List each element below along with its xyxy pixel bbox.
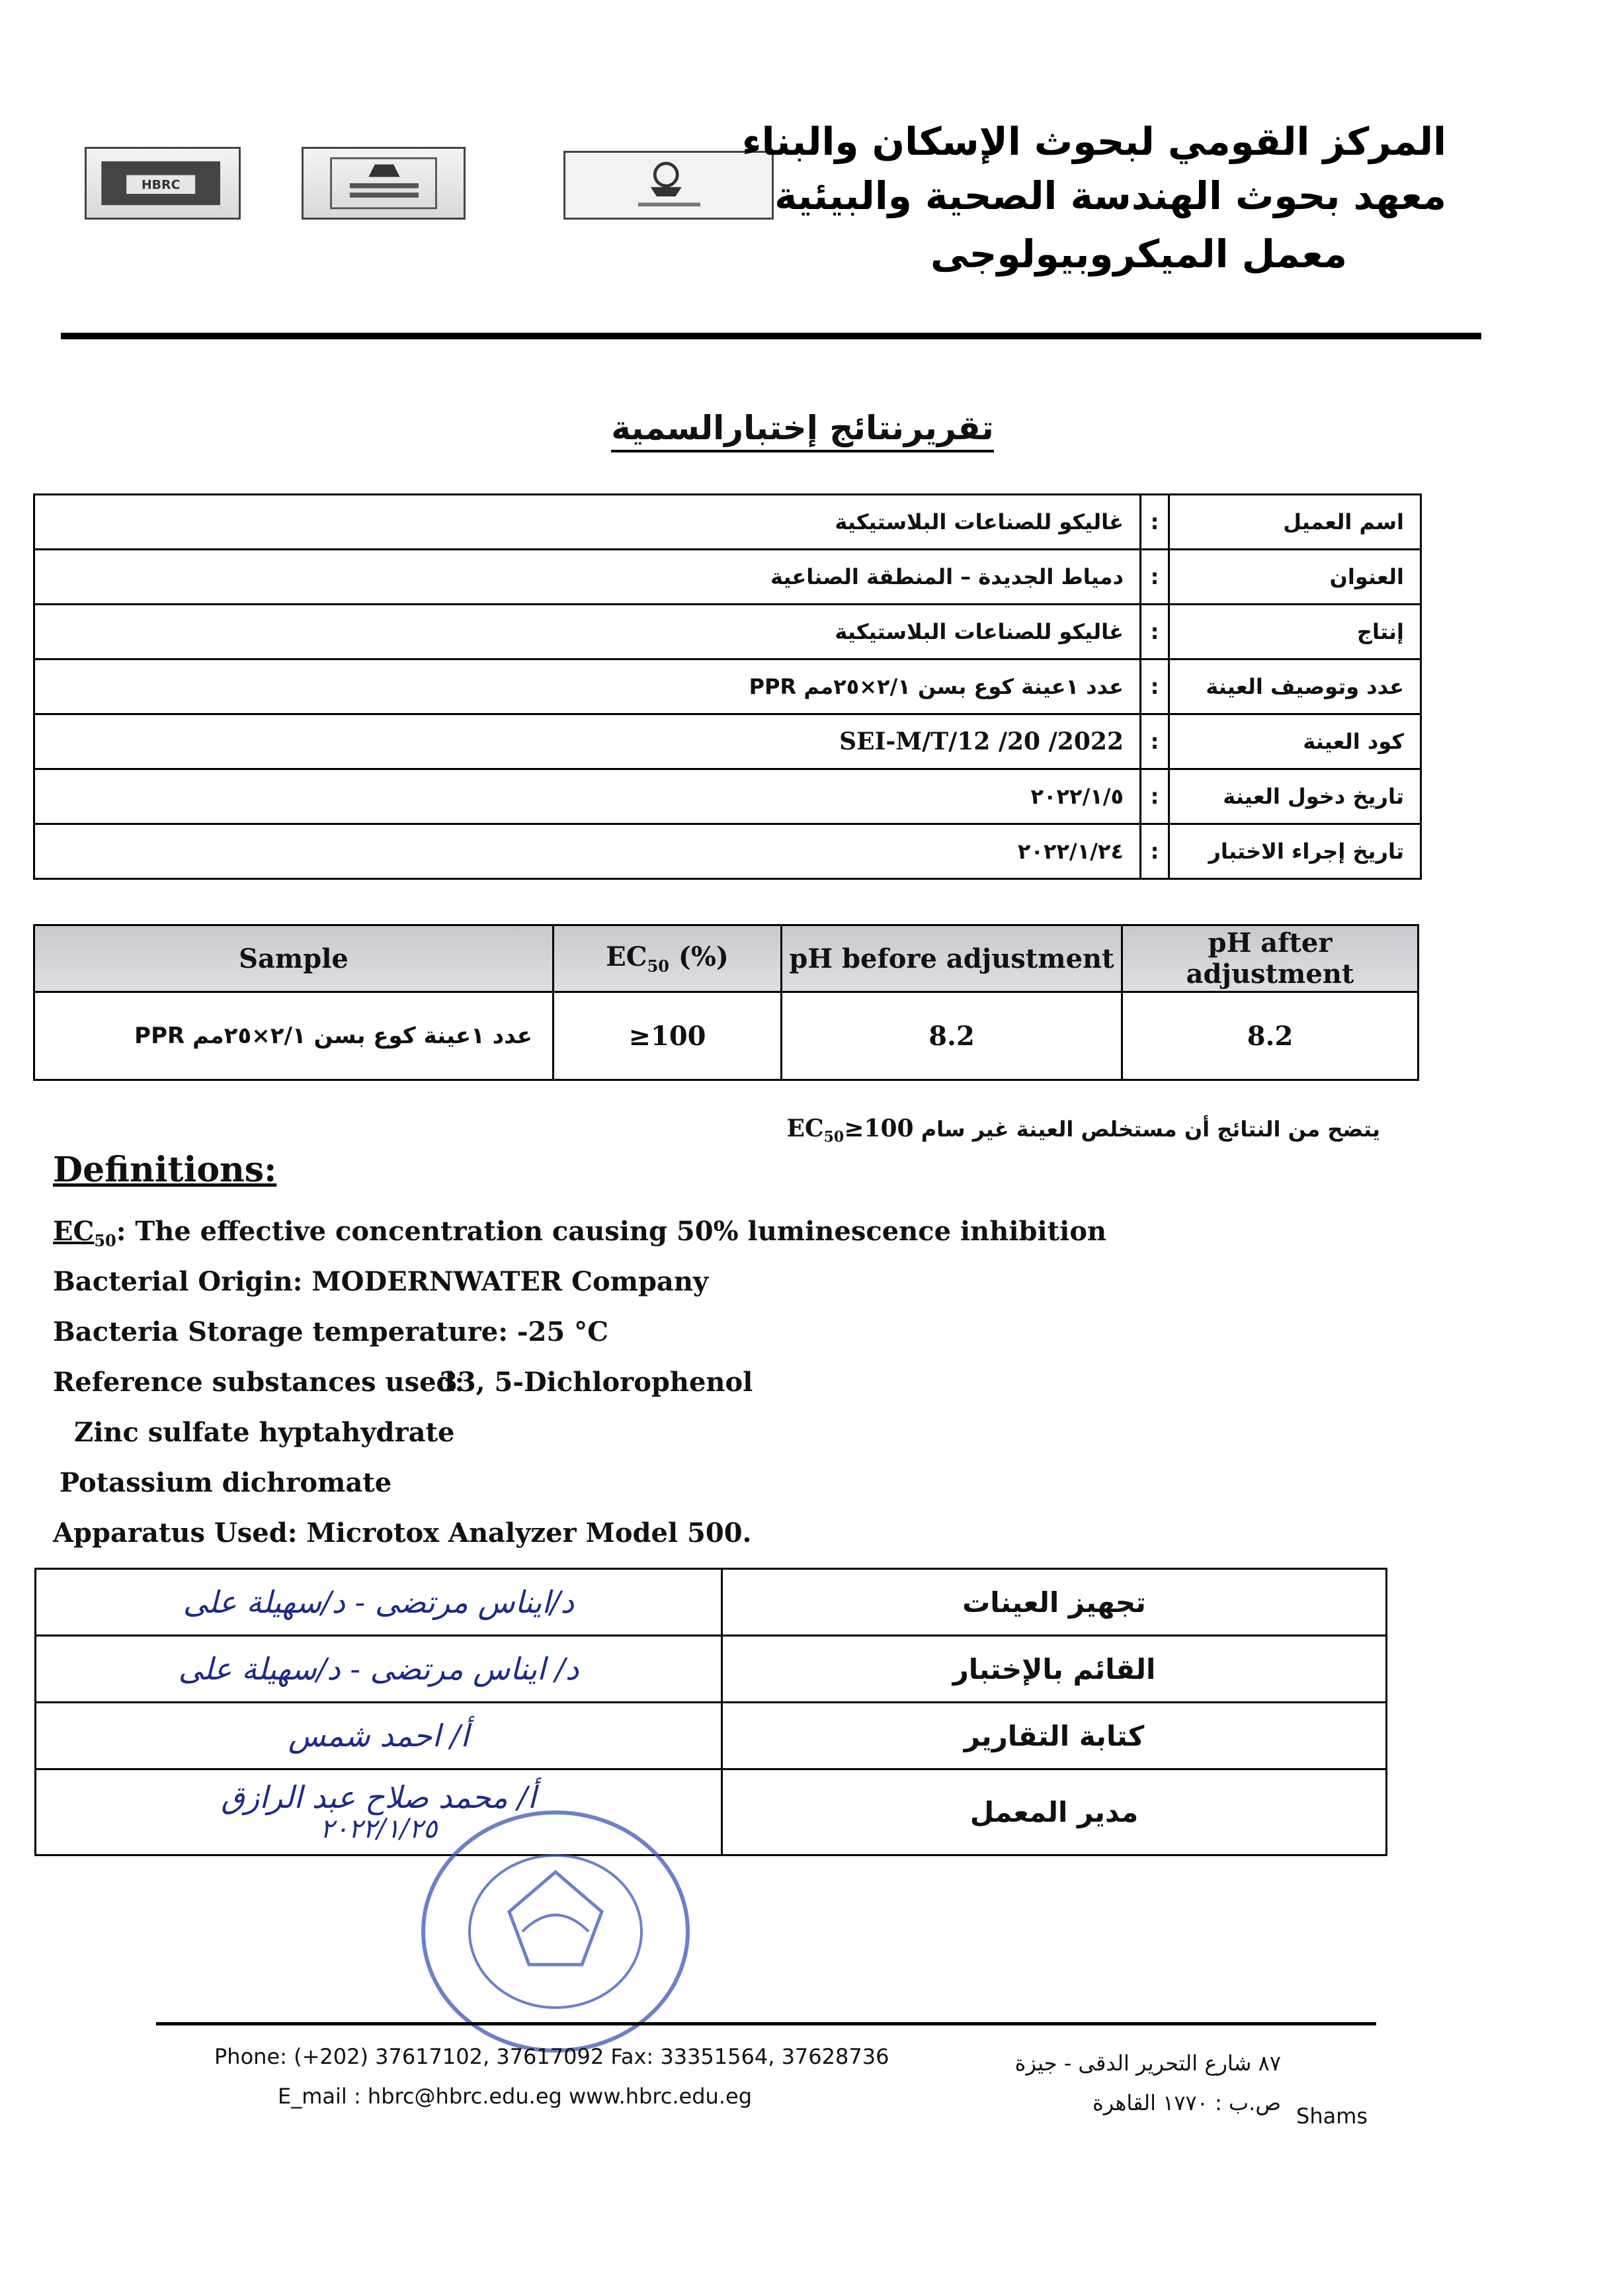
center-name: المركز القومي لبحوث الإسكان والبناء	[741, 119, 1446, 164]
institute-name: معهد بحوث الهندسة الصحية والبيئية	[774, 173, 1446, 218]
results-table	[33, 924, 1419, 1081]
apparatus-used: Apparatus Used: Microtox Analyzer Model 500.	[53, 1517, 752, 1549]
role-label: تجهيز العينات	[722, 1569, 1387, 1636]
table-row	[36, 1636, 1387, 1703]
test-date-label: تاريخ إجراء الاختبار	[1169, 824, 1421, 879]
ec50-cell: ≥100	[554, 992, 782, 1080]
test-date-value: ٢٠٢٢/١/٢٤	[34, 824, 1141, 879]
institute-logo	[302, 147, 466, 220]
separator: :	[1141, 714, 1169, 769]
bacterial-origin: Bacterial Origin: MODERNWATER Company	[53, 1266, 709, 1297]
table-row	[36, 1769, 1387, 1855]
sample-info-table	[33, 493, 1422, 880]
footer-phone: Phone: (+202) 37617102, 37617092 Fax: 33351564, 37628736	[214, 2044, 889, 2069]
footer-rule	[156, 2022, 1376, 2025]
table-row	[34, 769, 1421, 824]
table-row	[34, 495, 1421, 550]
client-name-label: اسم العميل	[1169, 495, 1421, 550]
sample-entry-date-label: تاريخ دخول العينة	[1169, 769, 1421, 824]
footer-address-po-box: ص.ب : ١٧٧٠ القاهرة	[1092, 2090, 1281, 2115]
address-label: العنوان	[1169, 550, 1421, 605]
footer-address-street: ٨٧ شارع التحرير الدقى - جيزة	[1014, 2051, 1281, 2076]
lab-name: معمل الميكروبيولوجى	[930, 232, 1347, 276]
table-row	[34, 605, 1421, 659]
table-row	[34, 714, 1421, 769]
table-row	[34, 992, 1419, 1080]
footer-email: E_mail : hbrc@hbrc.edu.eg www.hbrc.edu.eg	[278, 2084, 752, 2109]
client-name-value: غاليكو للصناعات البلاستيكية	[34, 495, 1141, 550]
signature-handwritten: أ/ احمد شمس	[36, 1703, 722, 1769]
table-row	[36, 1703, 1387, 1769]
ph-before-cell: 8.2	[782, 992, 1122, 1080]
ec50-definition: $EC_{50}$: The effective concentration causing 50% luminescence inhibition	[53, 1216, 1107, 1250]
ph-after-cell: 8.2	[1122, 992, 1419, 1080]
signature-handwritten: د/ ايناس مرتضى - د/سهيلة على	[36, 1636, 722, 1703]
table-row	[34, 659, 1421, 714]
separator: :	[1141, 659, 1169, 714]
table-row	[34, 550, 1421, 605]
role-label: القائم بالإختبار	[722, 1636, 1387, 1703]
conclusion-note: يتضح من النتائج أن مستخلص العينة غير سام $EC_{50}\ge 100$	[786, 1115, 1380, 1146]
table-row	[34, 824, 1421, 879]
hbrc-logo-graphic	[87, 149, 239, 218]
producer-label: إنتاج	[1169, 605, 1421, 659]
separator: :	[1141, 605, 1169, 659]
definitions-title: Definitions:	[53, 1150, 277, 1190]
sample-code-label: كود العينة	[1169, 714, 1421, 769]
reference-substance-3: Potassium dichromate	[60, 1467, 392, 1498]
ph-before-header: pH before adjustment	[782, 925, 1122, 992]
reference-substances-label: Reference substances used:	[53, 1367, 465, 1398]
sample-header: Sample	[34, 925, 554, 992]
sample-code-value: SEI-M/T/12 /20 /2022	[34, 714, 1141, 769]
ec50-header: $EC_{50}$ (%)	[554, 925, 782, 992]
footer-name: Shams	[1296, 2104, 1368, 2129]
hbrc-logo	[85, 147, 241, 220]
signature-table	[34, 1568, 1387, 1856]
sample-description-value: عدد ١عينة كوع بسن ٢/١×٢٥مم PPR	[34, 659, 1141, 714]
sample-entry-date-value: ٢٠٢٢/١/٥	[34, 769, 1141, 824]
separator: :	[1141, 824, 1169, 879]
signature-handwritten: أ/ محمد صلاح عبد الرازق ٢٠٢٢/١/٢٥	[36, 1769, 722, 1855]
reference-substance-1: 33, 5-Dichlorophenol	[439, 1367, 753, 1398]
header-rule	[61, 333, 1481, 339]
signature-handwritten: د/ايناس مرتضى - د/سهيلة على	[36, 1569, 722, 1636]
storage-temperature: Bacteria Storage temperature: -25 °C	[53, 1316, 608, 1347]
sample-cell: عدد ١عينة كوع بسن ٢/١×٢٥مم PPR	[34, 992, 554, 1080]
table-row	[36, 1569, 1387, 1636]
report-title: تقريرنتائج إختبارالسمية	[0, 409, 1605, 447]
role-label: كتابة التقارير	[722, 1703, 1387, 1769]
ph-after-header: pH after adjustment	[1122, 925, 1419, 992]
address-value: دمياط الجديدة – المنطقة الصناعية	[34, 550, 1141, 605]
separator: :	[1141, 495, 1169, 550]
hbrc-logo-text: HBRC	[141, 177, 181, 192]
sample-description-label: عدد وتوصيف العينة	[1169, 659, 1421, 714]
separator: :	[1141, 550, 1169, 605]
separator: :	[1141, 769, 1169, 824]
producer-value: غاليكو للصناعات البلاستيكية	[34, 605, 1141, 659]
reference-substance-2: Zinc sulfate hyptahydrate	[74, 1417, 455, 1448]
role-label: مدير المعمل	[722, 1769, 1387, 1855]
